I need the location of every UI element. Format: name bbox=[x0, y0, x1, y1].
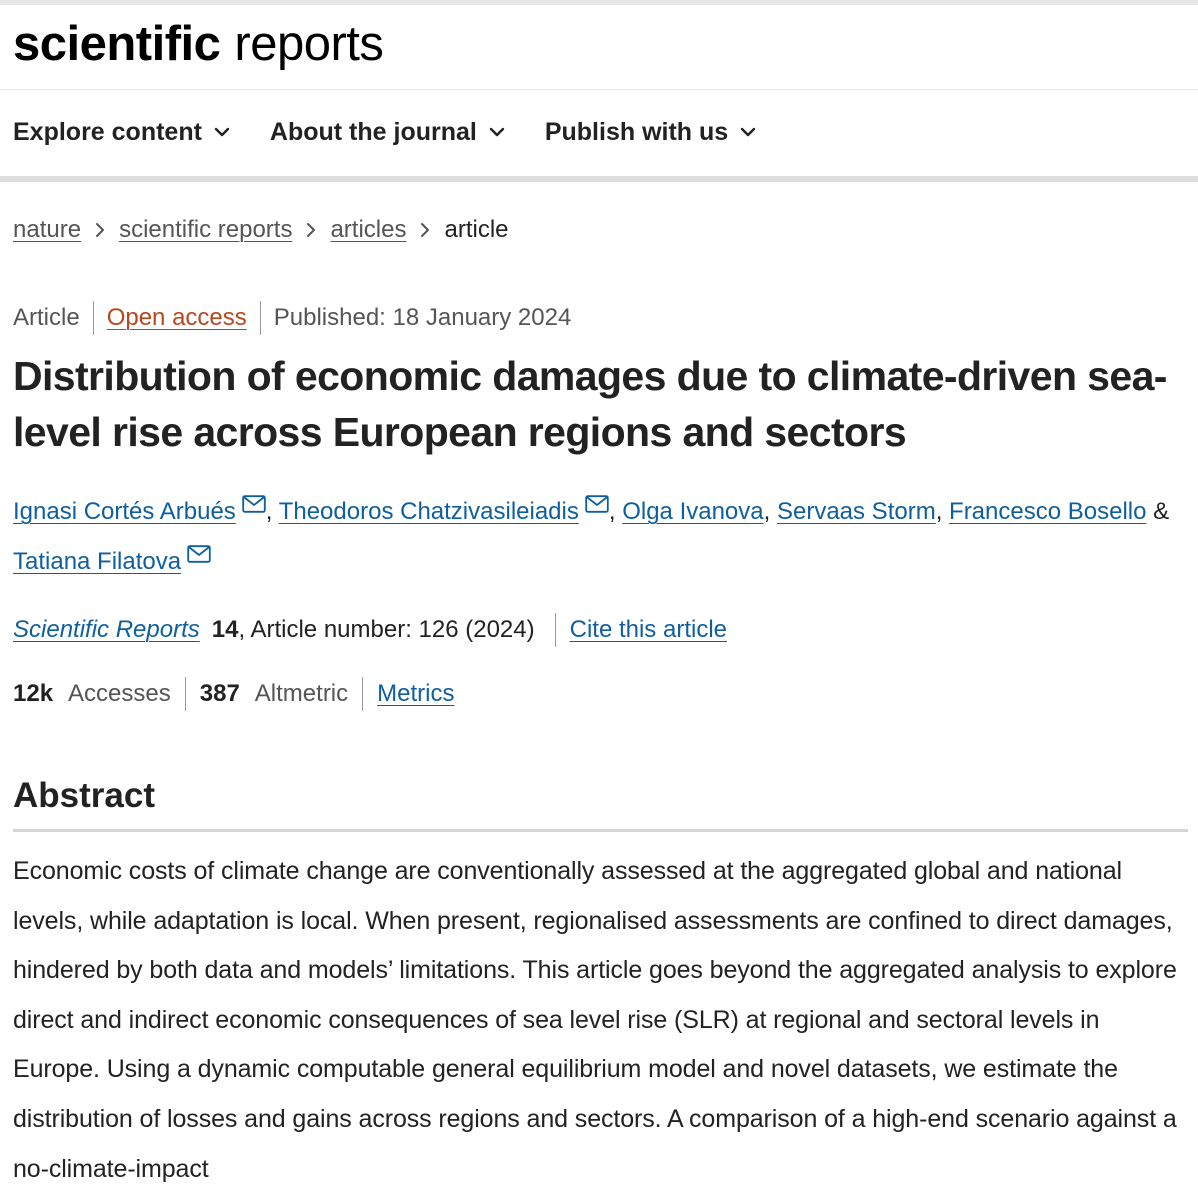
metrics-divider bbox=[185, 677, 186, 711]
abstract-heading: Abstract bbox=[13, 776, 155, 815]
citation-line bbox=[13, 612, 727, 648]
breadcrumb-articles[interactable]: articles bbox=[330, 216, 407, 243]
nav-explore-content-label: Explore content bbox=[13, 117, 202, 146]
author-separator: , bbox=[935, 498, 943, 525]
breadcrumb-current: article bbox=[444, 216, 509, 243]
journal-link[interactable]: Scientific Reports bbox=[13, 616, 200, 643]
abstract-text: Economic costs of climate change are conventionally assessed at the aggregated global and national levels, while adaptation is local. When present, regionalised assessments are confined to direct damages, hindered by both data and models’ limitations. This article goes beyond the aggregated analysis to explore direct and indirect economic consequences of sea level rise (SLR) at regional and sectoral levels in Europe. Using a dynamic computable general equilibrium model and novel datasets, we estimate the distribution of losses and gains across regions and sectors. A comparison of a high-end scenario against a no-climate-impact bbox=[13, 857, 1177, 1183]
nav-about-the-journal-label: About the journal bbox=[269, 117, 477, 146]
cite-this-article-link[interactable]: Cite this article bbox=[569, 616, 727, 643]
author-separator: , bbox=[265, 498, 273, 525]
breadcrumb-nature[interactable]: nature bbox=[13, 216, 82, 243]
altmetric-score: 387 bbox=[199, 680, 240, 707]
envelope-icon[interactable] bbox=[187, 545, 211, 563]
nav-publish-with-us[interactable] bbox=[545, 118, 756, 147]
author-last-separator: & bbox=[1153, 498, 1170, 525]
envelope-icon[interactable] bbox=[242, 495, 266, 513]
logo-word-reports: reports bbox=[234, 17, 384, 71]
author-separator: , bbox=[608, 498, 616, 525]
chevron-right-icon bbox=[420, 222, 430, 238]
article-meta bbox=[13, 300, 571, 336]
main-navigation bbox=[13, 110, 796, 154]
author-link[interactable]: Ignasi Cortés Arbués bbox=[13, 498, 236, 525]
metrics-link[interactable]: Metrics bbox=[377, 680, 455, 707]
top-accent-bar bbox=[0, 0, 1198, 5]
nav-explore-content[interactable] bbox=[13, 118, 230, 147]
chevron-right-icon bbox=[306, 222, 316, 238]
chevron-down-icon bbox=[489, 127, 505, 137]
accesses-count: 12k bbox=[13, 680, 54, 707]
author-link[interactable]: Tatiana Filatova bbox=[13, 548, 182, 575]
citation-divider bbox=[555, 613, 556, 647]
envelope-icon[interactable] bbox=[585, 495, 609, 513]
altmetric-label: Altmetric bbox=[254, 680, 349, 707]
nav-publish-with-us-label: Publish with us bbox=[544, 117, 729, 146]
journal-logo[interactable] bbox=[13, 14, 383, 74]
logo-word-scientific: scientific bbox=[13, 17, 221, 71]
chevron-down-icon bbox=[214, 127, 230, 137]
author-separator: , bbox=[763, 498, 771, 525]
metrics-bar bbox=[13, 676, 454, 712]
meta-divider bbox=[93, 301, 94, 335]
header-divider bbox=[0, 89, 1198, 90]
metrics-divider bbox=[362, 677, 363, 711]
author-list bbox=[13, 487, 1183, 587]
author-link[interactable]: Servaas Storm bbox=[776, 498, 936, 525]
meta-divider bbox=[260, 301, 261, 335]
volume-number: 14 bbox=[211, 616, 239, 643]
author-link[interactable]: Olga Ivanova bbox=[622, 498, 764, 525]
author-link[interactable]: Francesco Bosello bbox=[949, 498, 1147, 525]
open-access-link[interactable]: Open access bbox=[106, 304, 247, 331]
abstract-divider bbox=[13, 829, 1188, 832]
article-title: Distribution of economic damages due to climate-driven sea-level rise across European regions and sectors bbox=[13, 353, 1167, 455]
article-number: , Article number: 126 (2024) bbox=[238, 616, 535, 643]
nav-divider bbox=[0, 176, 1198, 182]
breadcrumb bbox=[13, 212, 509, 248]
breadcrumb-scientific-reports[interactable]: scientific reports bbox=[119, 216, 293, 243]
published-date: Published: 18 January 2024 bbox=[273, 304, 572, 331]
nav-about-the-journal[interactable] bbox=[270, 118, 505, 147]
article-type: Article bbox=[13, 304, 80, 331]
author-link[interactable]: Theodoros Chatzivasileiadis bbox=[278, 498, 579, 525]
chevron-right-icon bbox=[95, 222, 105, 238]
accesses-label: Accesses bbox=[68, 680, 171, 707]
chevron-down-icon bbox=[740, 127, 756, 137]
